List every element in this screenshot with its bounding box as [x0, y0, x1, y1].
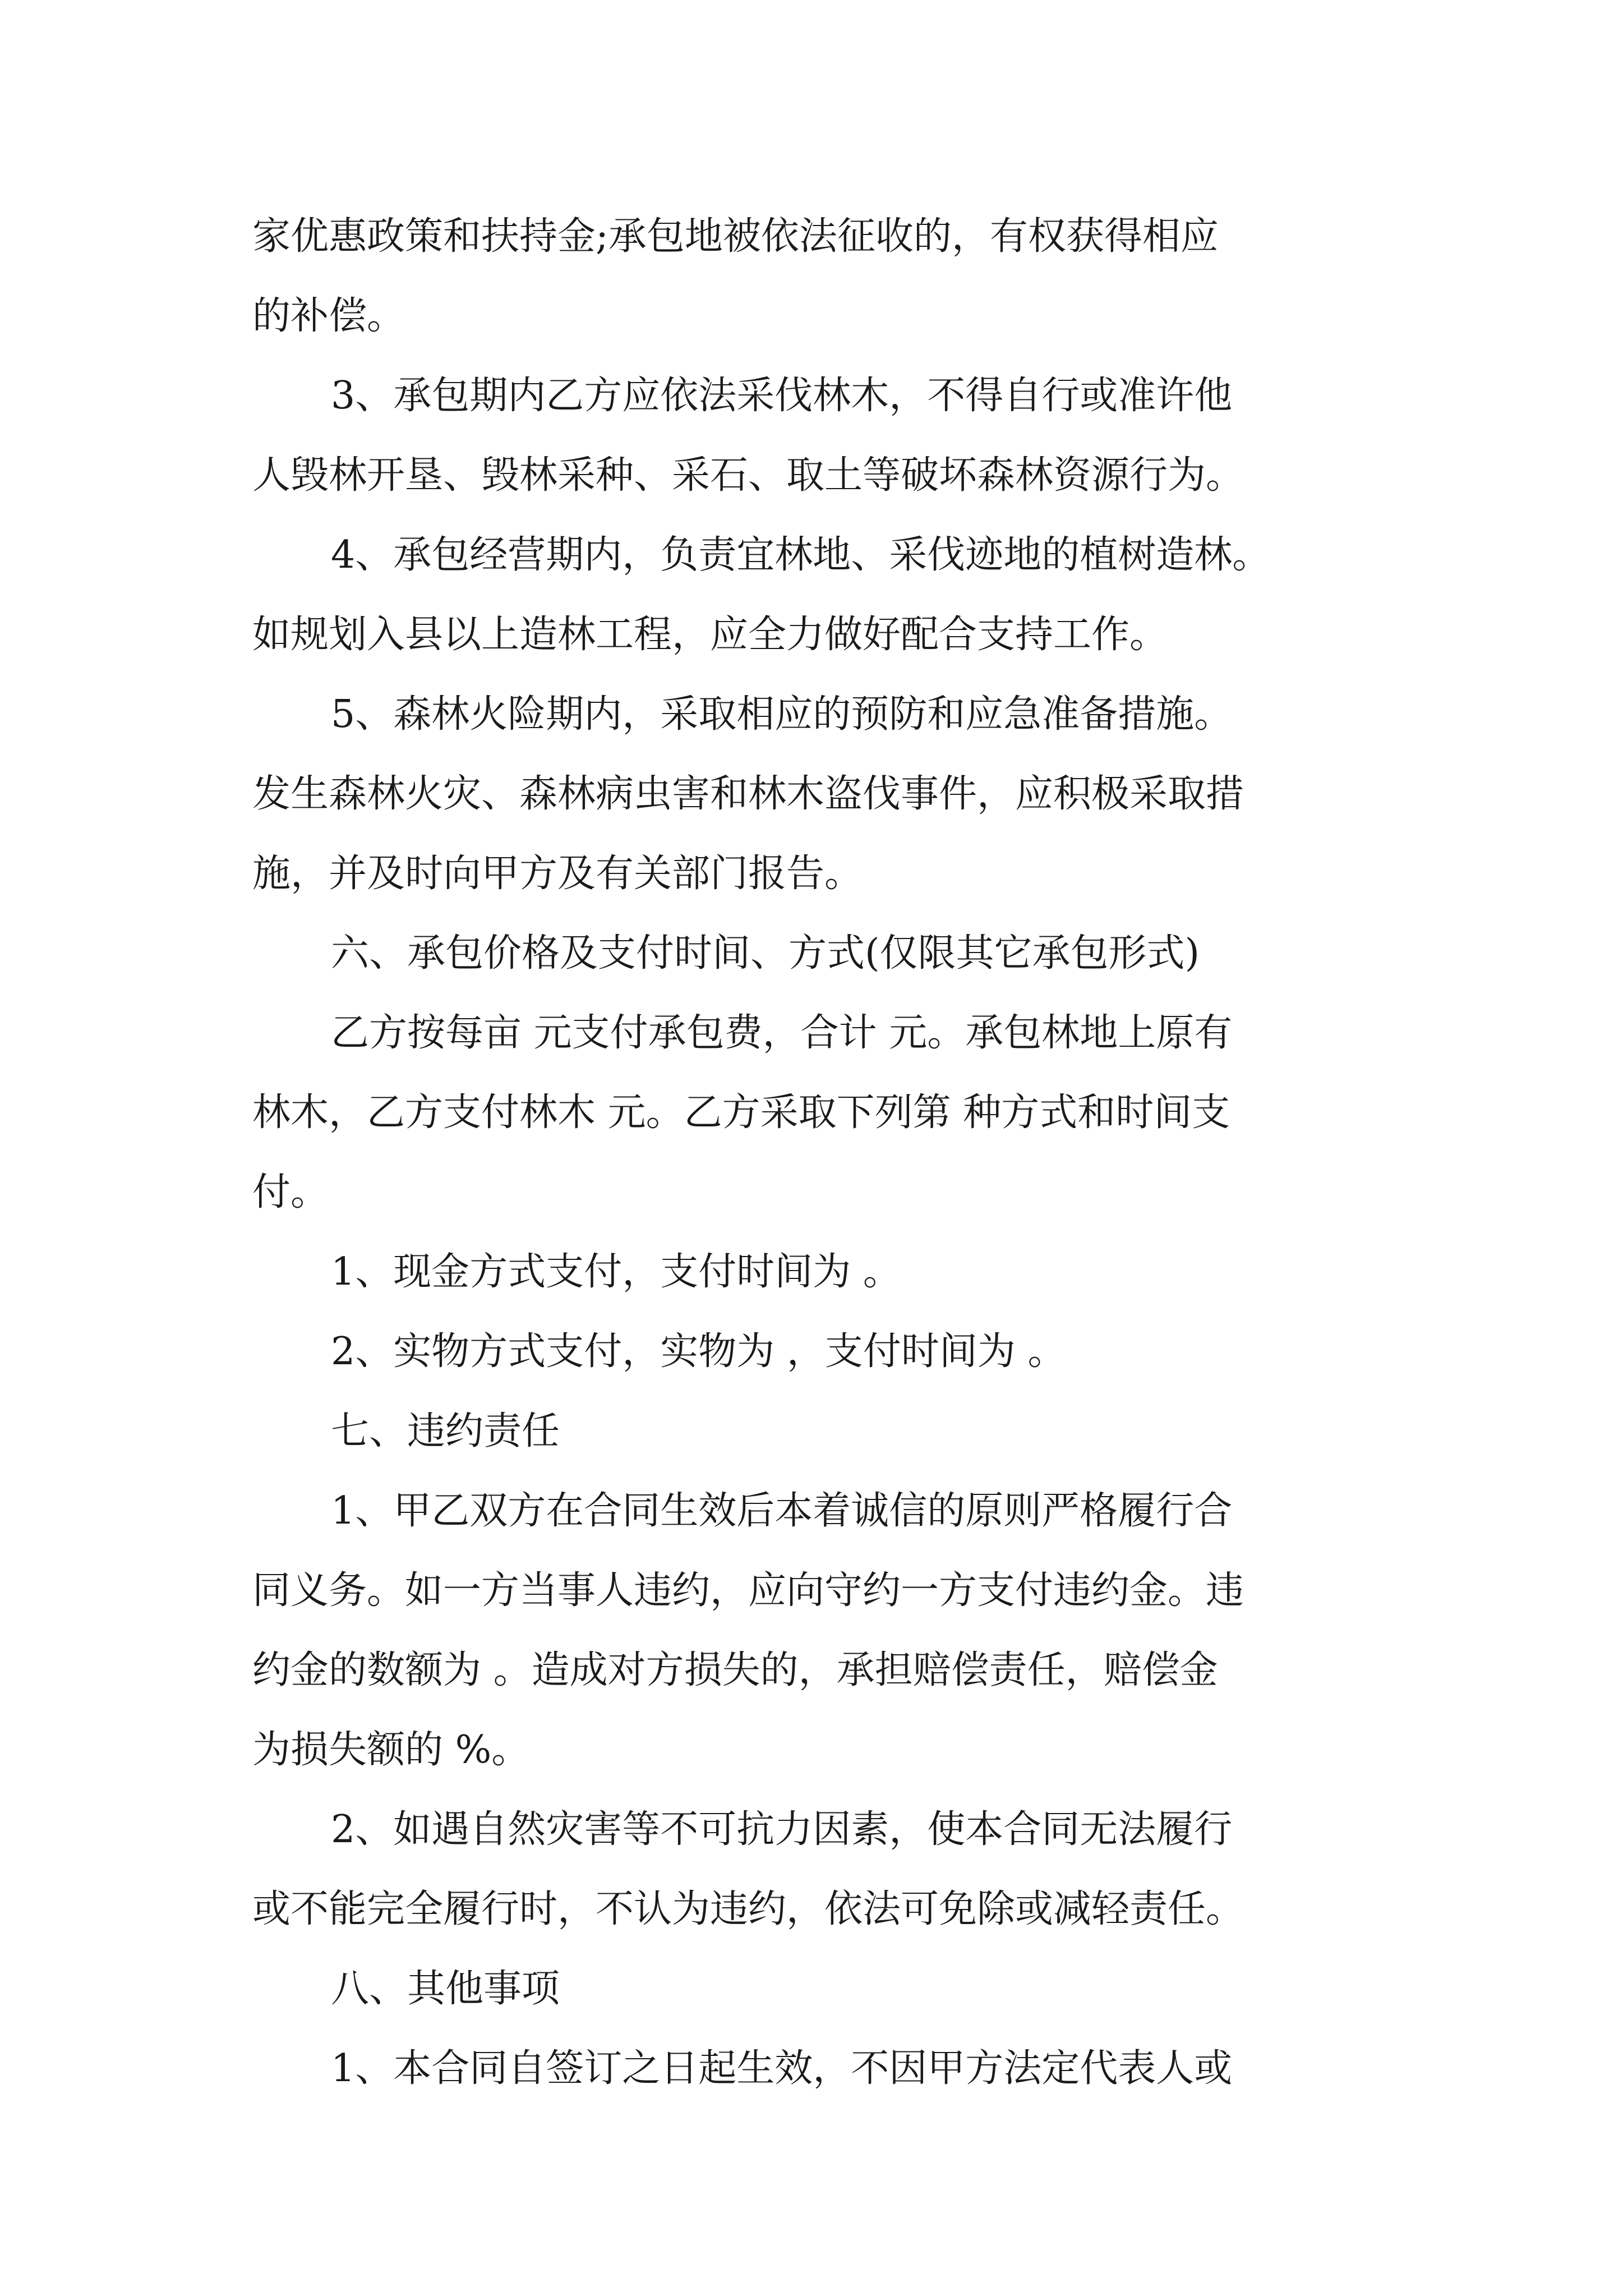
text-line: 约金的数额为 。造成对方损失的，承担赔偿责任，赔偿金	[252, 1648, 1218, 1692]
section-heading: 六、承包价格及支付时间、方式(仅限其它承包形式)	[331, 931, 1200, 976]
text-line: 2、实物方式支付，实物为 ，支付时间为 。	[331, 1329, 1066, 1374]
text-line: 如规划入县以上造林工程，应全力做好配合支持工作。	[252, 613, 1168, 657]
text-line: 或不能完全履行时，不认为违约，依法可免除或减轻责任。	[252, 1887, 1244, 1931]
text-line: 付。	[252, 1170, 329, 1214]
text-line: 1、本合同自签订之日起生效，不因甲方法定代表人或	[331, 2046, 1233, 2091]
text-line: 乙方按每亩 元支付承包费，合计 元。承包林地上原有	[331, 1011, 1233, 1055]
section-heading: 七、违约责任	[331, 1409, 560, 1453]
section-heading: 八、其他事项	[331, 1967, 560, 2011]
text-line: 施，并及时向甲方及有关部门报告。	[252, 852, 863, 896]
text-line: 5、森林火险期内，采取相应的预防和应急准备措施。	[331, 692, 1233, 737]
text-line: 家优惠政策和扶持金;承包地被依法征收的，有权获得相应	[252, 214, 1219, 259]
text-line: 3、承包期内乙方应依法采伐林木，不得自行或准许他	[331, 374, 1233, 418]
text-line: 为损失额的 %。	[252, 1728, 530, 1772]
text-line: 4、承包经营期内，负责宜林地、采伐迹地的植树造林。	[331, 533, 1271, 577]
text-line: 同义务。如一方当事人违约，应向守约一方支付违约金。违	[252, 1568, 1244, 1613]
text-line: 2、如遇自然灾害等不可抗力因素，使本合同无法履行	[331, 1807, 1233, 1852]
text-line: 1、现金方式支付，支付时间为 。	[331, 1250, 901, 1294]
text-line: 1、甲乙双方在合同生效后本着诚信的原则严格履行合	[331, 1489, 1233, 1533]
text-line: 人毁林开垦、毁林采种、采石、取土等破坏森林资源行为。	[252, 453, 1244, 498]
text-line: 林木，乙方支付林木 元。乙方采取下列第 种方式和时间支	[252, 1091, 1230, 1135]
text-line: 的补偿。	[252, 294, 405, 338]
text-line: 发生森林火灾、森林病虫害和林木盗伐事件，应积极采取措	[252, 772, 1244, 816]
